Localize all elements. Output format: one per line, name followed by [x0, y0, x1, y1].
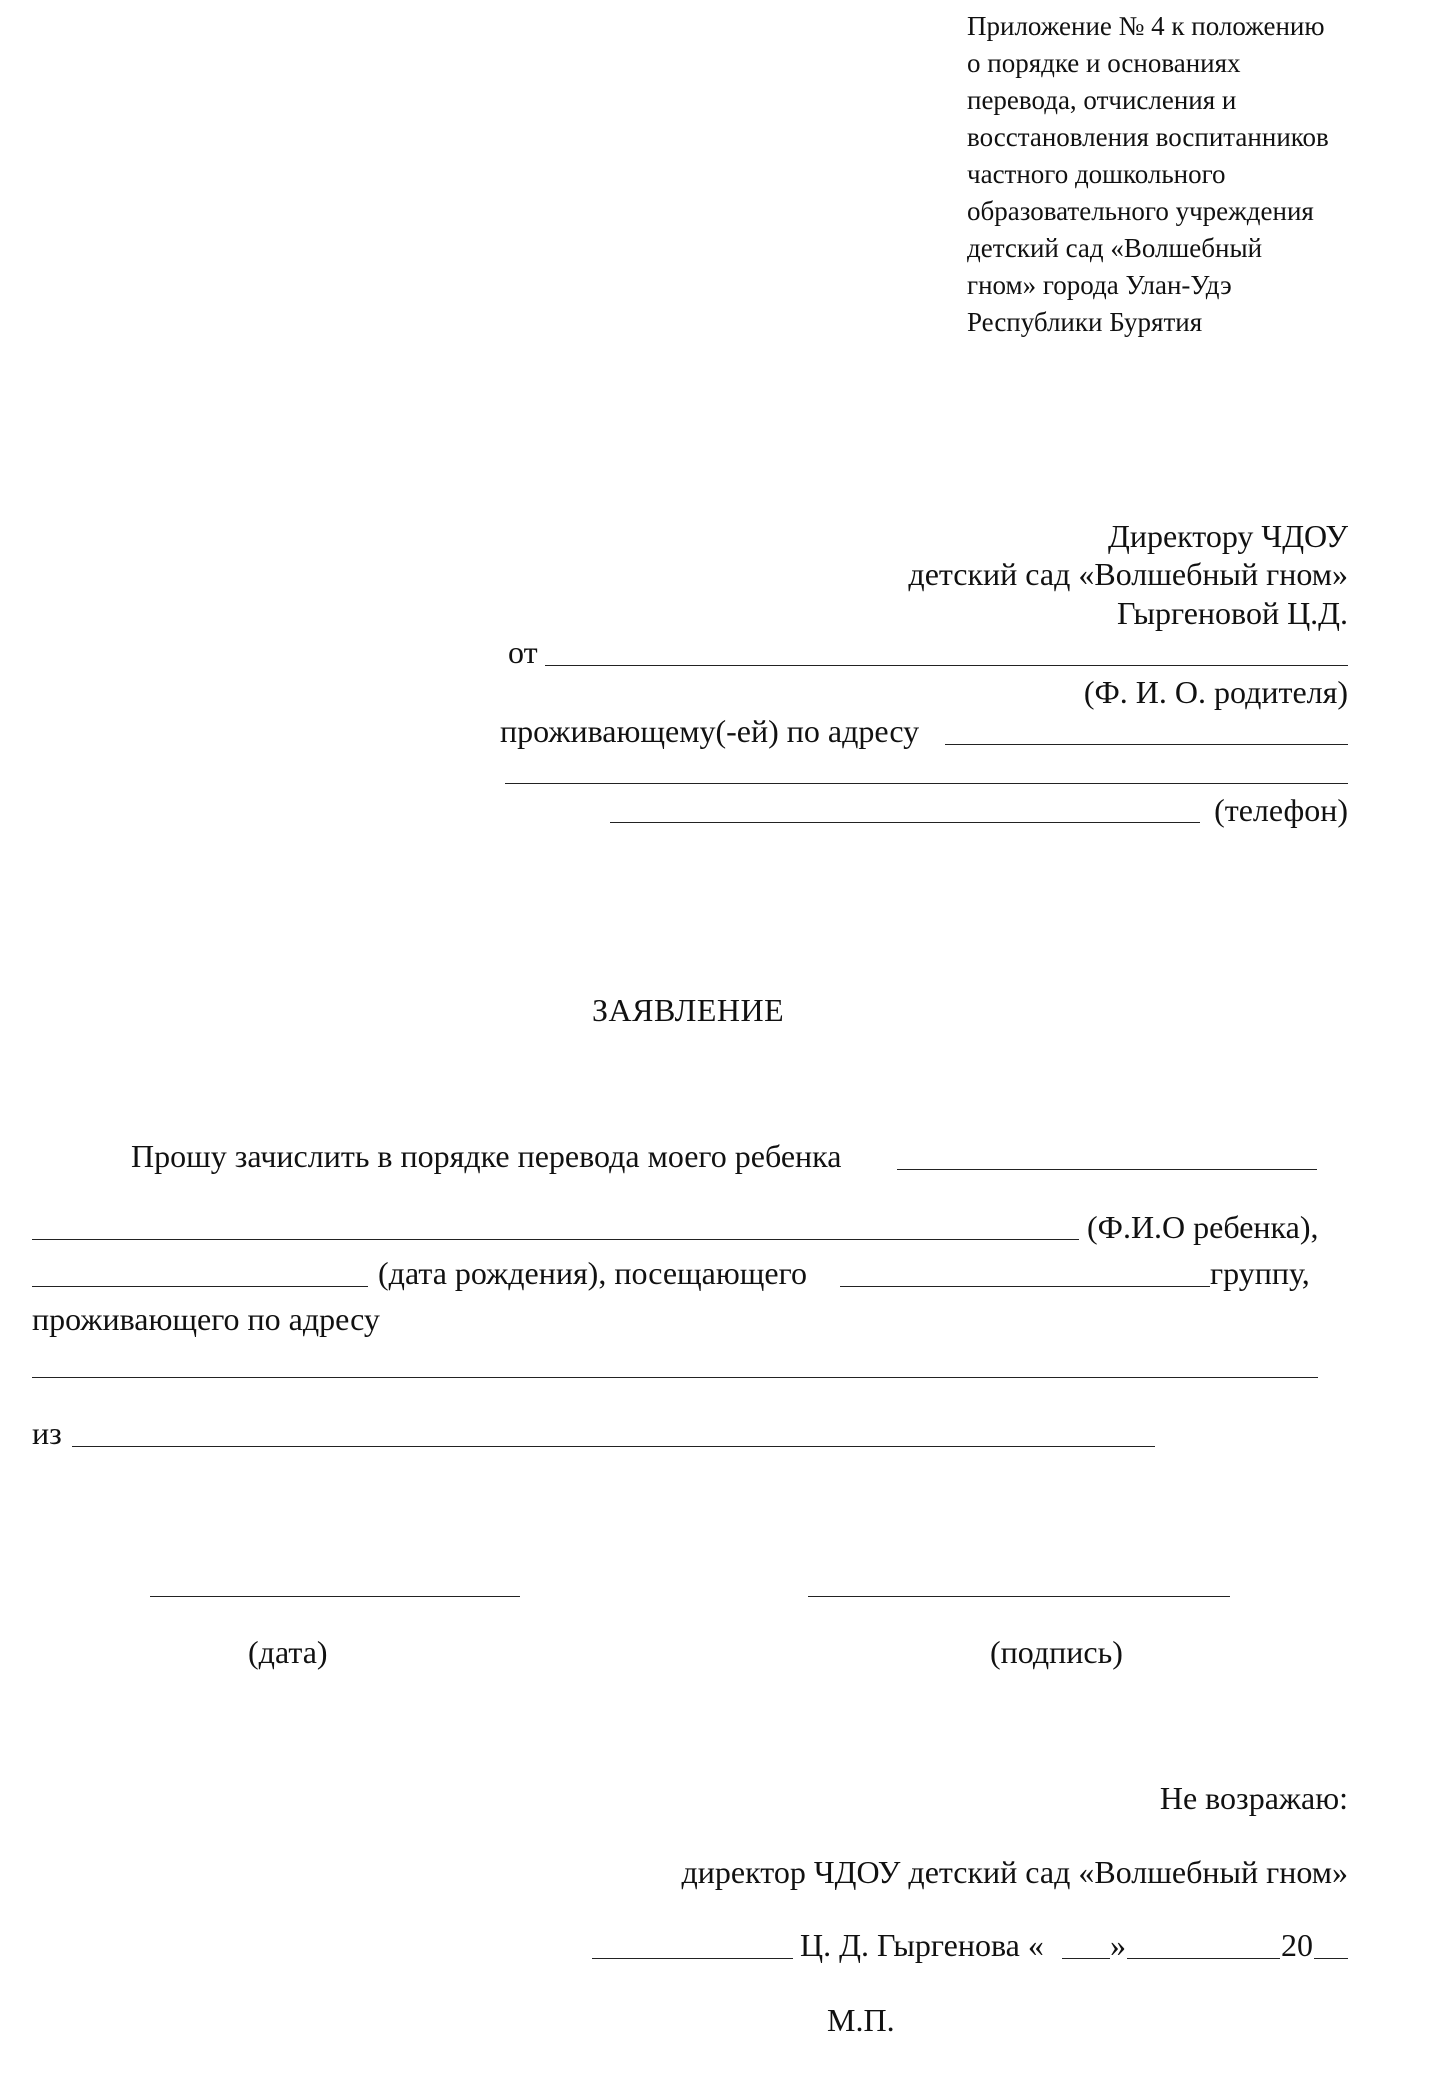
signature-hint: (подпись)	[990, 1634, 1123, 1670]
child-name-field-2[interactable]	[32, 1239, 1079, 1240]
date-field[interactable]	[150, 1596, 520, 1597]
quote-close: »	[1110, 1927, 1126, 1963]
child-address-field[interactable]	[32, 1377, 1318, 1378]
birth-date-field[interactable]	[32, 1286, 368, 1287]
signature-field[interactable]	[808, 1596, 1230, 1597]
annex-line: перевода, отчисления и	[967, 85, 1237, 115]
annex-line: Республики Бурятия	[967, 307, 1203, 337]
annex-line: частного дошкольного	[967, 159, 1226, 189]
parent-address-field[interactable]	[945, 744, 1348, 745]
phone-hint: (телефон)	[1214, 792, 1348, 828]
year-prefix: 20	[1281, 1927, 1313, 1963]
approval-month-field[interactable]	[1127, 1958, 1280, 1959]
addressee-line-1: Директору ЧДОУ	[1107, 518, 1348, 554]
annex-line: образовательного учреждения	[967, 196, 1314, 226]
addressee-line-2: детский сад «Волшебный гном»	[908, 556, 1348, 592]
date-hint: (дата)	[248, 1634, 328, 1670]
annex-line: гном» города Улан-Удэ	[967, 270, 1232, 300]
living-address-label: проживающего по адресу	[32, 1301, 380, 1337]
request-text: Прошу зачислить в порядке перевода моего ребенка	[131, 1138, 842, 1174]
approval-day-field[interactable]	[1062, 1958, 1110, 1959]
annex-line: Приложение № 4 к положению	[967, 11, 1325, 41]
birth-date-hint: (дата рождения), посещающего	[378, 1255, 807, 1291]
from-label: от	[508, 634, 538, 670]
annex-line: восстановления воспитанников	[967, 122, 1329, 152]
annex-line: детский сад «Волшебный	[967, 233, 1263, 263]
phone-field[interactable]	[610, 822, 1200, 823]
approval-year-field[interactable]	[1314, 1958, 1348, 1959]
child-fio-hint: (Ф.И.О ребенка),	[1087, 1209, 1319, 1245]
addressee-line-3: Гыргеновой Ц.Д.	[1117, 595, 1348, 631]
parent-name-field[interactable]	[545, 665, 1348, 666]
no-objection-text: Не возражаю:	[1159, 1780, 1348, 1816]
group-word: группу,	[1210, 1255, 1310, 1291]
stamp-place: М.П.	[827, 2002, 895, 2038]
group-field[interactable]	[840, 1286, 1210, 1287]
annex-line: о порядке и основаниях	[967, 48, 1241, 78]
parent-address-field-2[interactable]	[505, 783, 1348, 784]
from-institution-label: из	[32, 1415, 62, 1451]
annex-reference	[967, 8, 1407, 341]
document-title: ЗАЯВЛЕНИЕ	[592, 992, 785, 1028]
director-line: директор ЧДОУ детский сад «Волшебный гном»	[681, 1854, 1348, 1890]
parent-fio-hint: (Ф. И. О. родителя)	[1083, 674, 1348, 710]
director-signature-field[interactable]	[592, 1958, 793, 1959]
child-name-field[interactable]	[897, 1169, 1317, 1170]
address-label: проживающему(-ей) по адресу	[500, 713, 920, 749]
director-name: Ц. Д. Гыргенова «	[800, 1927, 1044, 1963]
previous-institution-field[interactable]	[72, 1446, 1155, 1447]
